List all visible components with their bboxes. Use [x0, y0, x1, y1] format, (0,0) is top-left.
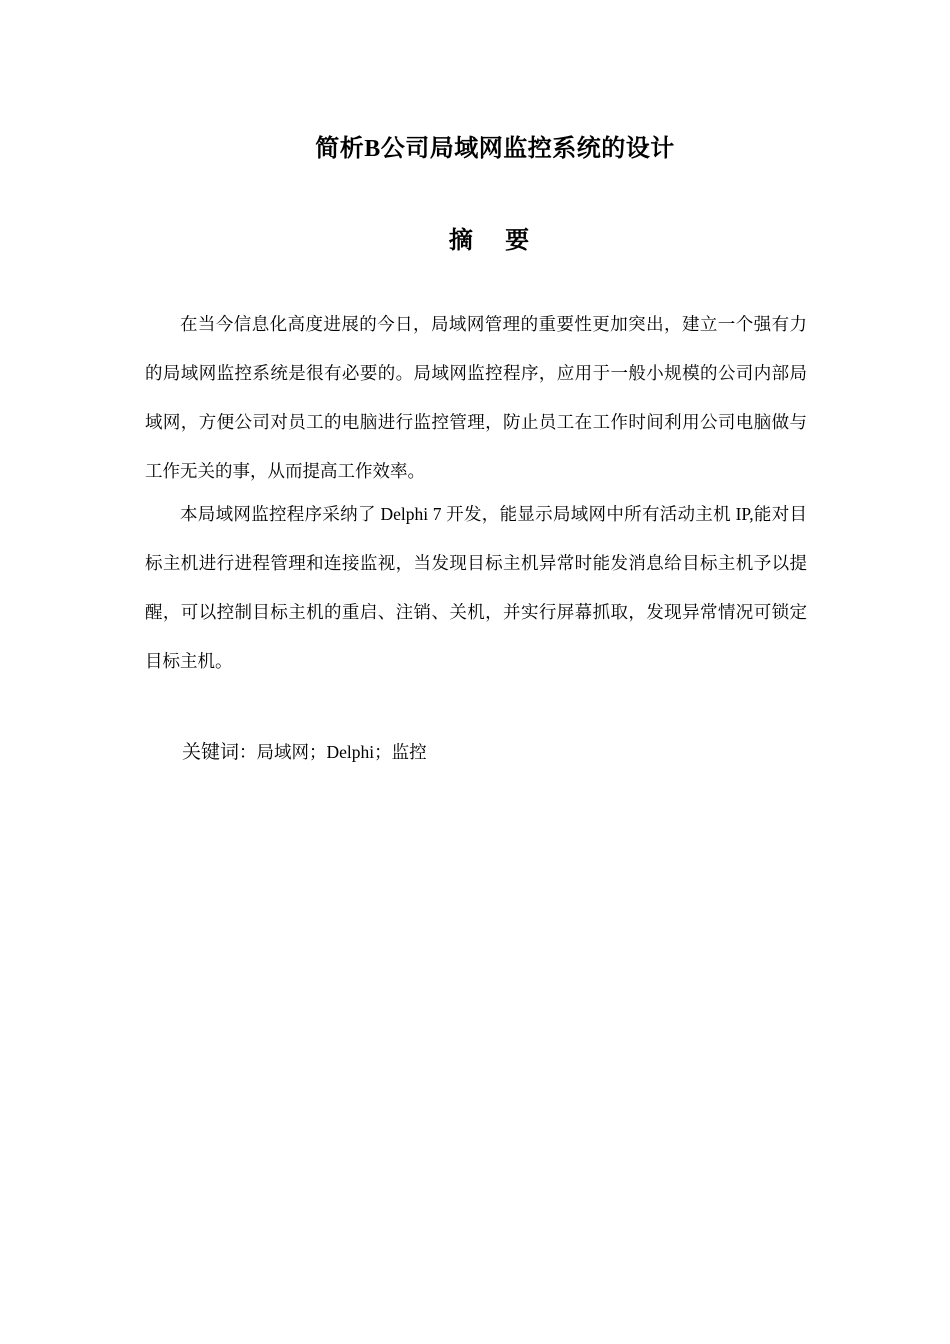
keywords-label: 关键词 — [182, 741, 240, 763]
abstract-paragraph-2: 本局域网监控程序采纳了 Delphi 7 开发，能显示局域网中所有活动主机 IP,能对目标主机进行进程管理和连接监视，当发现目标主机异常时能发消息给目标主机予以提醒，可以控制目标主机的重启、注销、关机，并实行屏幕抓取，发现异常情况可锁定目标主机。 — [145, 504, 807, 671]
keywords-separator: ： — [239, 742, 257, 762]
abstract-body — [145, 300, 807, 686]
document-title: 简析B公司局域网监控系统的设计 — [315, 136, 675, 162]
keywords-line — [182, 734, 427, 770]
abstract-paragraph-1: 在当今信息化高度进展的今日，局域网管理的重要性更加突出，建立一个强有力的局域网监控系统是很有必要的。局域网监控程序，应用于一般小规模的公司内部局域网，方便公司对员工的电脑进行监控管理，防止员工在工作时间利用公司电脑做与工作无关的事，从而提高工作效率。 — [145, 314, 807, 481]
keywords-list: 局域网；Delphi；监控 — [256, 742, 427, 762]
abstract-heading: 摘 要 — [448, 226, 542, 254]
